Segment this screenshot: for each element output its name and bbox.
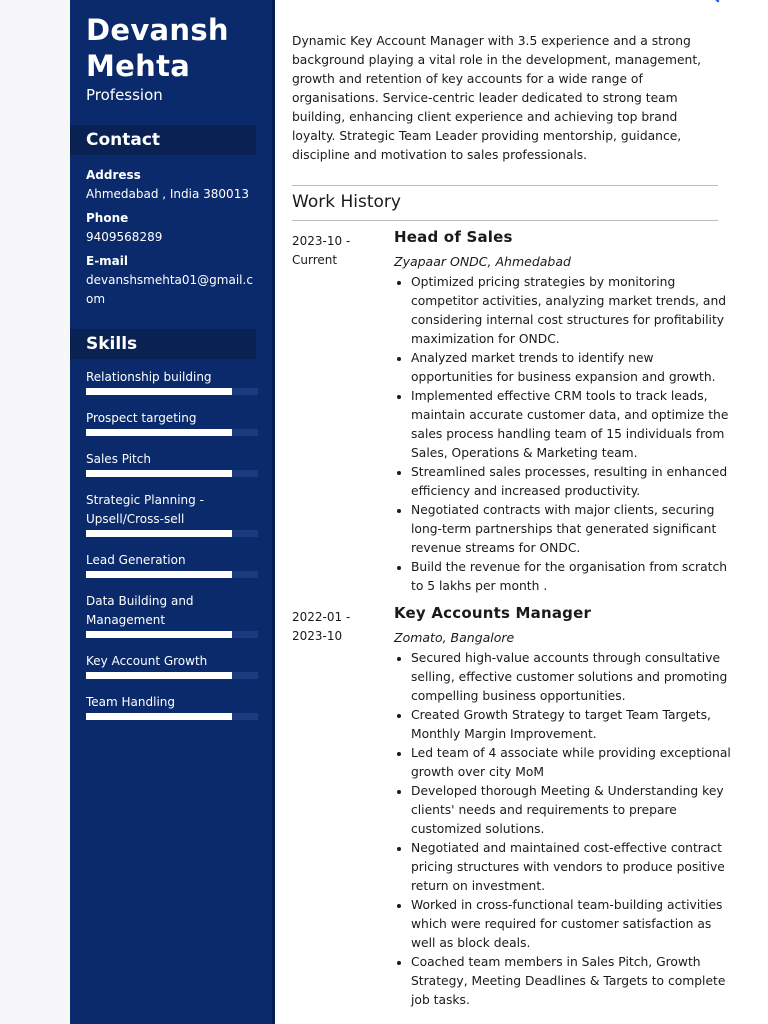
phone-value[interactable]: 9409568289	[86, 230, 163, 244]
address-label: Address	[86, 168, 141, 182]
job-title: Key Accounts Manager	[394, 604, 592, 622]
job-bullets	[394, 649, 737, 1010]
section-divider	[292, 220, 718, 221]
job-title: Head of Sales	[394, 228, 513, 246]
job-bullet: • Negotiated contracts with major clients, securing long-term partnerships that generated significant revenue streams for ONDC.	[411, 501, 737, 558]
skill-bar	[86, 713, 258, 720]
skill-level-fill	[86, 470, 232, 477]
profession-label: Profession	[86, 86, 163, 104]
job-bullet: • Streamlined sales processes, resulting in enhanced efficiency and increased productivity.	[411, 463, 737, 501]
skill-name: Prospect targeting	[86, 411, 197, 425]
address-value: Ahmedabad , India 380013	[86, 187, 249, 201]
skill-bar	[86, 631, 258, 638]
skill-item	[86, 409, 258, 436]
skill-bar	[86, 530, 258, 537]
job-bullet: • Developed thorough Meeting & Understanding key clients' needs and requirements to prepare customized solutions.	[411, 782, 737, 839]
professional-summary: Dynamic Key Account Manager with 3.5 experience and a strong background playing a vital role in the development, management, growth and retention of key accounts for a wide range of organisations. Service-centric leader dedicated to strong team building, enhancing client experience and achieving top brand loyalty. Strategic Team Leader providing mentorship, guidance, discipline and motivation to sales professionals.	[292, 34, 702, 162]
skill-item	[86, 693, 258, 720]
email-label: E-mail	[86, 254, 129, 268]
skill-bar	[86, 672, 258, 679]
skill-level-fill	[86, 571, 232, 578]
skill-name: Lead Generation	[86, 553, 186, 567]
main-content	[292, 0, 731, 1024]
job-bullet: • Analyzed market trends to identify new opportunities for business expansion and growth.	[411, 349, 737, 387]
skill-name: Data Building and Management	[86, 594, 194, 627]
phone-label: Phone	[86, 211, 129, 225]
skills-heading: Skills	[70, 329, 256, 359]
skill-bar	[86, 388, 258, 395]
skill-item	[86, 592, 258, 638]
job-bullet: • Coached team members in Sales Pitch, Growth Strategy, Meeting Deadlines & Targets to complete job tasks.	[411, 953, 737, 1010]
contact-address	[86, 166, 256, 204]
job-dates: 2022-01 - 2023-10	[292, 610, 351, 643]
skill-item	[86, 368, 258, 395]
skill-name: Sales Pitch	[86, 452, 151, 466]
contact-heading: Contact	[70, 125, 256, 155]
job-bullet: • Negotiated and maintained cost-effective contract pricing structures with vendors to produce positive return on investment.	[411, 839, 737, 896]
skill-level-fill	[86, 672, 232, 679]
skills-list	[86, 368, 258, 734]
skill-name: Key Account Growth	[86, 654, 208, 668]
section-divider	[292, 185, 718, 186]
sidebar	[70, 0, 275, 1024]
skill-name: Relationship building	[86, 370, 212, 384]
job-company: Zomato, Bangalore	[394, 630, 515, 645]
skill-level-fill	[86, 631, 232, 638]
skill-level-fill	[86, 713, 232, 720]
skill-bar	[86, 429, 258, 436]
job-bullet: • Optimized pricing strategies by monitoring competitor activities, analyzing market trends, and considering internal cost structures for profitability maximization for ONDC.	[411, 273, 737, 349]
job-bullet: • Created Growth Strategy to target Team Targets, Monthly Margin Improvement.	[411, 706, 737, 744]
skill-name: Team Handling	[86, 695, 176, 709]
skill-item	[86, 652, 258, 679]
contact-email	[86, 252, 254, 309]
email-value[interactable]: devanshsmehta01@gmail.com	[86, 273, 253, 306]
job-bullets	[394, 273, 737, 596]
job-company: Zyapaar ONDC, Ahmedabad	[394, 254, 571, 269]
job-bullet: • Secured high-value accounts through consultative selling, effective customer solutions and promoting compelling business opportunities.	[411, 649, 737, 706]
search-icon[interactable]	[702, 0, 720, 4]
skill-level-fill	[86, 530, 232, 537]
skill-item	[86, 450, 258, 477]
job-bullet: • Worked in cross-functional team-building activities which were required for customer satisfaction as well as block deals.	[411, 896, 737, 953]
skill-bar	[86, 571, 258, 578]
job-bullet: • Led team of 4 associate while providing exceptional growth over city MoM	[411, 744, 737, 782]
job-dates: 2023-10 - Current	[292, 234, 351, 267]
skill-bar	[86, 470, 258, 477]
skill-item	[86, 491, 258, 537]
skill-level-fill	[86, 388, 232, 395]
skill-level-fill	[86, 429, 232, 436]
skill-name: Strategic Planning - Upsell/Cross-sell	[86, 493, 204, 526]
contact-phone	[86, 209, 256, 247]
skill-item	[86, 551, 258, 578]
candidate-name: Devansh Mehta	[86, 13, 229, 83]
page-left-margin	[0, 0, 70, 1024]
work-history-heading: Work History	[292, 192, 401, 212]
job-bullet: • Implemented effective CRM tools to track leads, maintain accurate customer data, and optimize the sales process handling team of 15 individuals from Sales, Operations & Marketing team.	[411, 387, 737, 463]
sidebar-edge	[272, 0, 275, 1024]
job-bullet: • Build the revenue for the organisation from scratch to 5 lakhs per month .	[411, 558, 737, 596]
